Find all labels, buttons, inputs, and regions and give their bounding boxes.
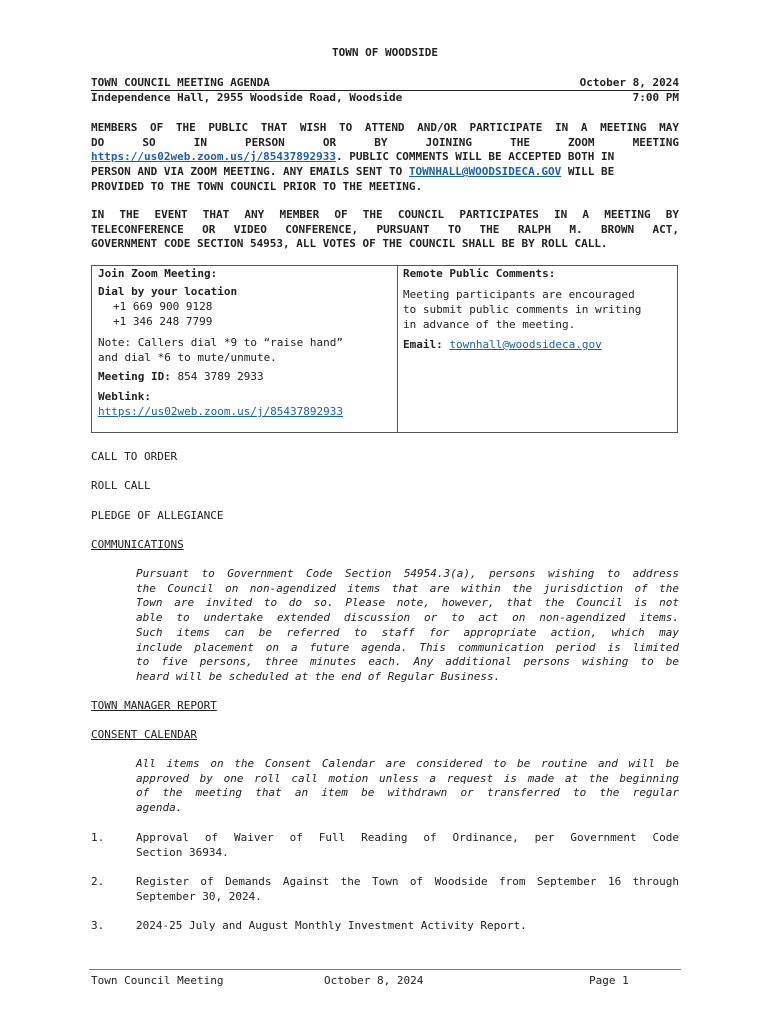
item-text (136, 919, 679, 934)
zoom-join-column (92, 266, 398, 432)
notice-text: . PUBLIC COMMENTS WILL BE ACCEPTED BOTH IN (336, 150, 615, 164)
paragraph-line: include placement on a future agenda. This communication period is limited (136, 640, 679, 654)
item-number: 1. (91, 831, 105, 844)
footer-meeting-name: Town Council Meeting (91, 974, 224, 987)
weblink-label: Weblink: (98, 390, 151, 403)
remote-text: in advance of the meeting. (403, 318, 576, 331)
paragraph-line: All items on the Consent Calendar are considered to be routine and will be (136, 757, 679, 770)
remote-comments-column (397, 266, 677, 432)
remote-heading: Remote Public Comments: (403, 267, 556, 280)
dial-note: and dial *6 to mute/unmute. (98, 351, 277, 364)
consent-paragraph (136, 757, 679, 816)
paragraph-line: to five persons, three minutes each. Any additional persons wishing to be (136, 655, 679, 669)
paragraph-line: approved by one roll call motion unless a request is made at the beginning (136, 771, 679, 785)
notice-line: TELECONFERENCE OR VIDEO CONFERENCE, PURSUANT TO THE RALPH M. BROWN ACT, (91, 222, 679, 236)
footer-date: October 8, 2024 (324, 974, 424, 987)
communications-paragraph (136, 567, 679, 685)
notice-line: MEMBERS OF THE PUBLIC THAT WISH TO ATTEND AND/OR PARTICIPATE IN A MEETING MAY (91, 121, 679, 134)
item-text (136, 875, 679, 904)
paragraph-line: able to undertake extended discussion or to act on non-agendized items. (136, 611, 679, 625)
phone-number: +1 669 900 9128 (113, 300, 213, 313)
meeting-location: Independence Hall, 2955 Woodside Road, Woodside (91, 91, 403, 104)
item-line: September 30, 2024. (136, 889, 262, 903)
dial-note: Note: Callers dial *9 to “raise hand” (98, 336, 344, 349)
meeting-id-label: Meeting ID: (98, 370, 171, 383)
phone-number: +1 346 248 7799 (113, 315, 213, 328)
item-number: 2. (91, 875, 105, 888)
paragraph-line: Town are invited to do so. Please note, however, that the Council is not (136, 596, 679, 610)
item-line: Approval of Waiver of Full Reading of Ordinance, per Government Code (136, 831, 679, 844)
notice-line (91, 165, 679, 180)
notice-line: PROVIDED TO THE TOWN COUNCIL PRIOR TO THE MEETING. (91, 179, 423, 193)
paragraph-line: Pursuant to Government Code Section 54954.3(a), persons wishing to address (136, 567, 679, 580)
call-to-order-heading: CALL TO ORDER (91, 450, 178, 463)
dial-heading: Dial by your location (98, 285, 238, 298)
paragraph-line: agenda. (136, 801, 183, 815)
weblink[interactable]: https://us02web.zoom.us/j/85437892933 (98, 405, 344, 418)
item-line: 2024-25 July and August Monthly Investment Activity Report. (136, 919, 527, 932)
notice-line: GOVERNMENT CODE SECTION 54953, ALL VOTES OF THE COUNCIL SHALL BE BY ROLL CALL. (91, 237, 608, 251)
notice-text: WILL BE (561, 165, 615, 179)
notice-line: IN THE EVENT THAT ANY MEMBER OF THE COUNCIL PARTICIPATES IN A MEETING BY (91, 208, 679, 221)
roll-call-heading: ROLL CALL (91, 479, 151, 492)
communications-heading: COMMUNICATIONS (91, 538, 184, 551)
document-title: TOWN OF WOODSIDE (332, 46, 438, 59)
remote-email-link[interactable]: townhall@woodsideca.gov (449, 338, 602, 351)
notice-line (91, 150, 679, 165)
meeting-date: October 8, 2024 (579, 76, 679, 89)
notice-line: DO SO IN PERSON OR BY JOINING THE ZOOM MEETING (91, 135, 679, 149)
location-row (91, 91, 679, 104)
email-row (403, 338, 673, 353)
item-line: Section 36934. (136, 845, 229, 859)
meeting-id: 854 3789 2933 (170, 370, 264, 383)
footer-divider (89, 969, 681, 970)
agenda-label: TOWN COUNCIL MEETING AGENDA (91, 76, 270, 89)
item-line: Register of Demands Against the Town of Woodside from September 16 through (136, 875, 679, 888)
town-manager-heading: TOWN MANAGER REPORT (91, 699, 217, 712)
paragraph-line: of the meeting that an item be withdrawn or transferred to the regular (136, 786, 679, 800)
notice-text: PERSON AND VIA ZOOM MEETING. ANY EMAILS SENT TO (91, 165, 409, 179)
email-label: Email: (403, 338, 443, 351)
item-text (136, 831, 679, 860)
meeting-time: 7:00 PM (632, 91, 679, 104)
agenda-header-row (91, 76, 679, 89)
meeting-id-row (98, 370, 393, 385)
item-number: 3. (91, 919, 105, 932)
join-heading: Join Zoom Meeting: (98, 267, 218, 280)
paragraph-line: the Council on non-agendized items that are within the jurisdiction of the (136, 581, 679, 595)
paragraph-line: heard will be scheduled at the end of Regular Business. (136, 669, 501, 683)
remote-text: Meeting participants are encouraged (403, 288, 635, 301)
pledge-heading: PLEDGE OF ALLEGIANCE (91, 509, 224, 522)
roll-call-notice (91, 208, 679, 252)
remote-text: to submit public comments in writing (403, 303, 642, 316)
footer-page-number: Page 1 (589, 974, 629, 987)
paragraph-line: Such items can be referred to staff for appropriate action, which may (136, 625, 679, 639)
consent-heading: CONSENT CALENDAR (91, 728, 197, 741)
zoom-info-table (91, 265, 678, 433)
public-notice (91, 121, 679, 195)
zoom-link[interactable]: https://us02web.zoom.us/j/85437892933 (91, 150, 337, 164)
townhall-email-link[interactable]: TOWNHALL@WOODSIDECA.GOV (408, 165, 562, 179)
